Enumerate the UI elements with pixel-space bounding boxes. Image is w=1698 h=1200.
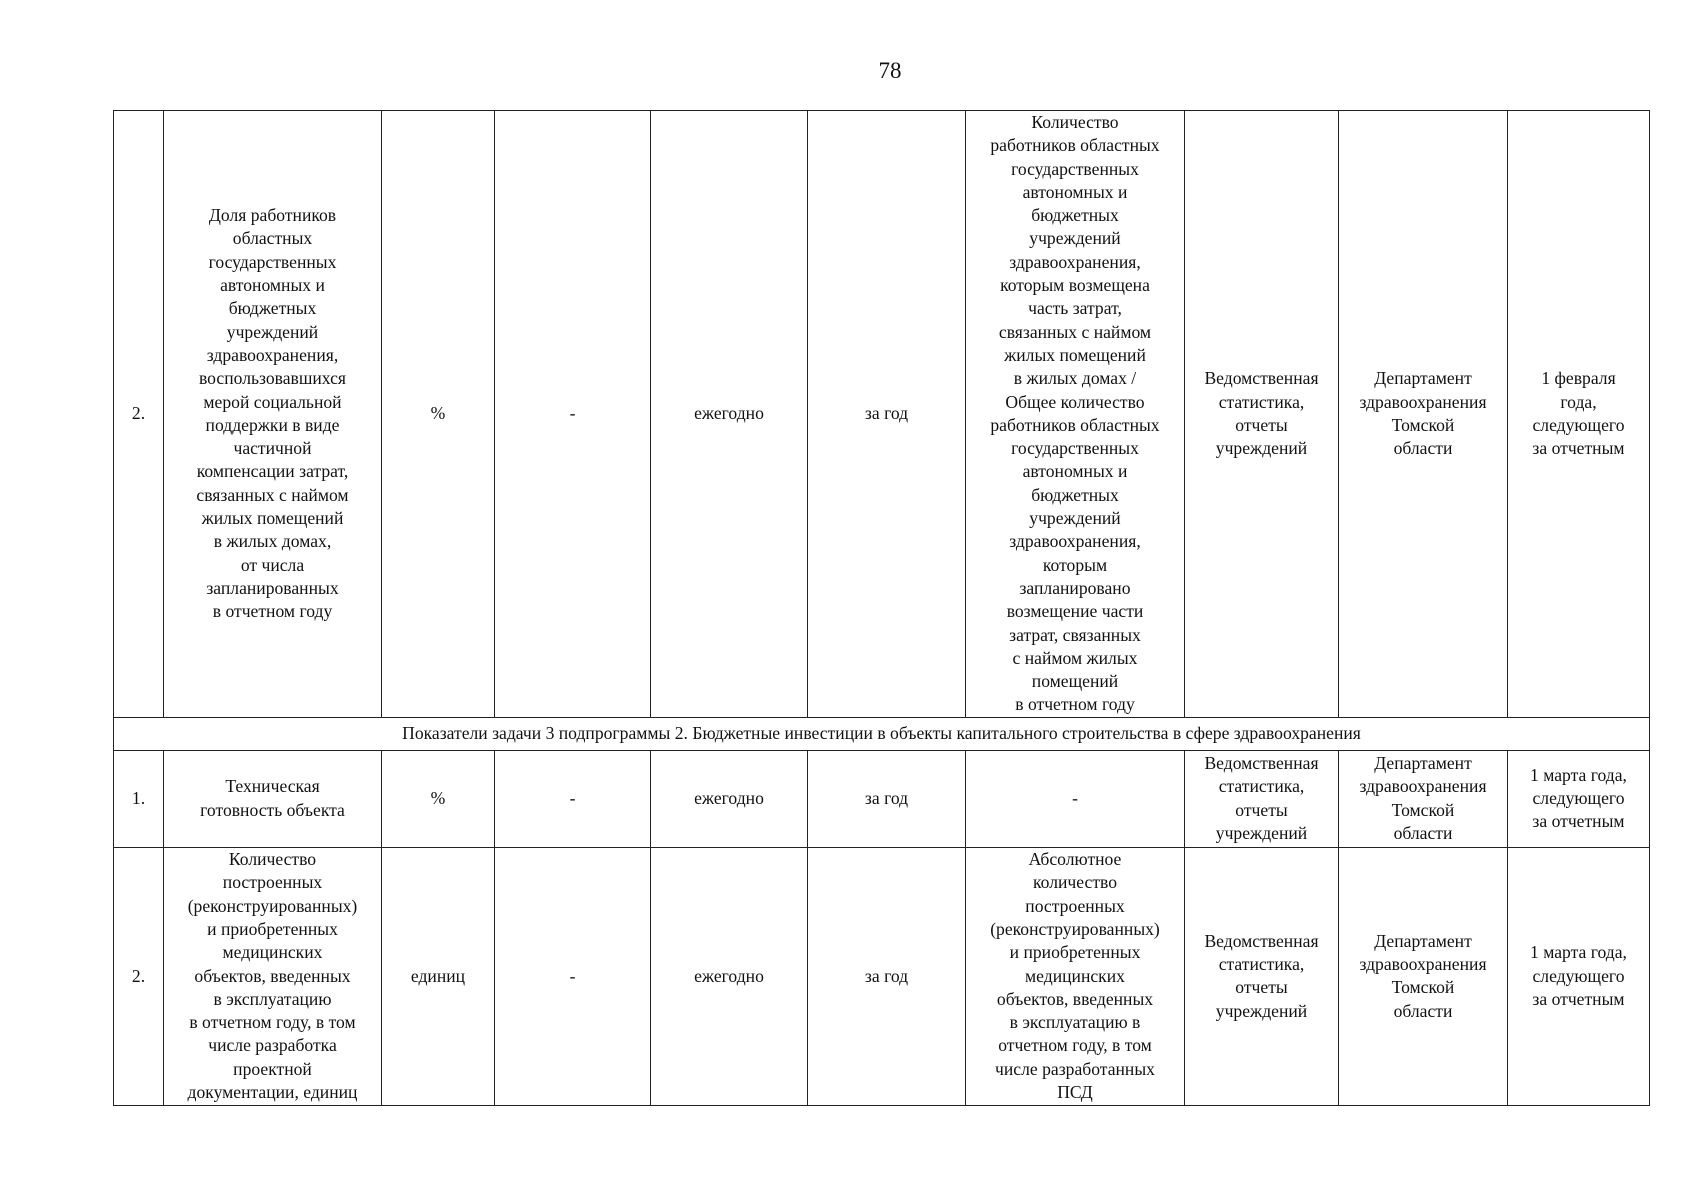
row-number: 2.	[114, 111, 164, 718]
responsible-body: Департамент здравоохранения Томской области	[1339, 847, 1508, 1105]
unit: единиц	[382, 847, 495, 1105]
deadline: 1 марта года, следующего за отчетным	[1508, 750, 1650, 847]
calculation-method: -	[966, 750, 1185, 847]
indicator-name: Техническая готовность объекта	[164, 750, 382, 847]
data-source: Ведомственная статистика, отчеты учреждений	[1185, 750, 1339, 847]
indicator-name: Количество построенных (реконструированных) и приобретенных медицинских объектов, введенных в эксплуатацию в отчетном году, в том числе разработка проектной документации, единиц	[164, 847, 382, 1105]
indicators-table	[113, 110, 1650, 1106]
deadline: 1 марта года, следующего за отчетным	[1508, 847, 1650, 1105]
row-number: 1.	[114, 750, 164, 847]
frequency: ежегодно	[651, 111, 808, 718]
data-source: Ведомственная статистика, отчеты учреждений	[1185, 847, 1339, 1105]
row-number: 2.	[114, 847, 164, 1105]
table-row	[114, 750, 1650, 847]
frequency: ежегодно	[651, 750, 808, 847]
column-4-value: -	[495, 111, 651, 718]
column-4-value: -	[495, 750, 651, 847]
indicator-name: Доля работников областных государственных автономных и бюджетных учреждений здравоохранения, воспользовавшихся мерой социальной поддержки в виде частичной компенсации затрат, связанных с наймом жилых помещений в жилых домах, от числа запланированных в отчетном году	[164, 111, 382, 718]
responsible-body: Департамент здравоохранения Томской области	[1339, 750, 1508, 847]
section-header: Показатели задачи 3 подпрограммы 2. Бюджетные инвестиции в объекты капитального строительства в сфере здравоохранения	[114, 717, 1650, 750]
period: за год	[808, 750, 966, 847]
period: за год	[808, 111, 966, 718]
table-row	[114, 111, 1650, 718]
frequency: ежегодно	[651, 847, 808, 1105]
calculation-method: Количество работников областных государственных автономных и бюджетных учреждений здравоохранения, которым возмещена часть затрат, связанных с наймом жилых помещений в жилых домах / Общее количество работников областных государственных автономных и бюджетных учреждений здравоохранения, которым запланировано возмещение части затрат, связанных с наймом жилых помещений в отчетном году	[966, 111, 1185, 718]
data-source: Ведомственная статистика, отчеты учреждений	[1185, 111, 1339, 718]
period: за год	[808, 847, 966, 1105]
page-number: 78	[878, 58, 902, 83]
section-header-row	[114, 717, 1650, 750]
deadline: 1 февраля года, следующего за отчетным	[1508, 111, 1650, 718]
calculation-method: Абсолютное количество построенных (реконструированных) и приобретенных медицинских объектов, введенных в эксплуатацию в отчетном году, в том числе разработанных ПСД	[966, 847, 1185, 1105]
responsible-body: Департамент здравоохранения Томской области	[1339, 111, 1508, 718]
unit: %	[382, 750, 495, 847]
table-row	[114, 847, 1650, 1105]
column-4-value: -	[495, 847, 651, 1105]
unit: %	[382, 111, 495, 718]
